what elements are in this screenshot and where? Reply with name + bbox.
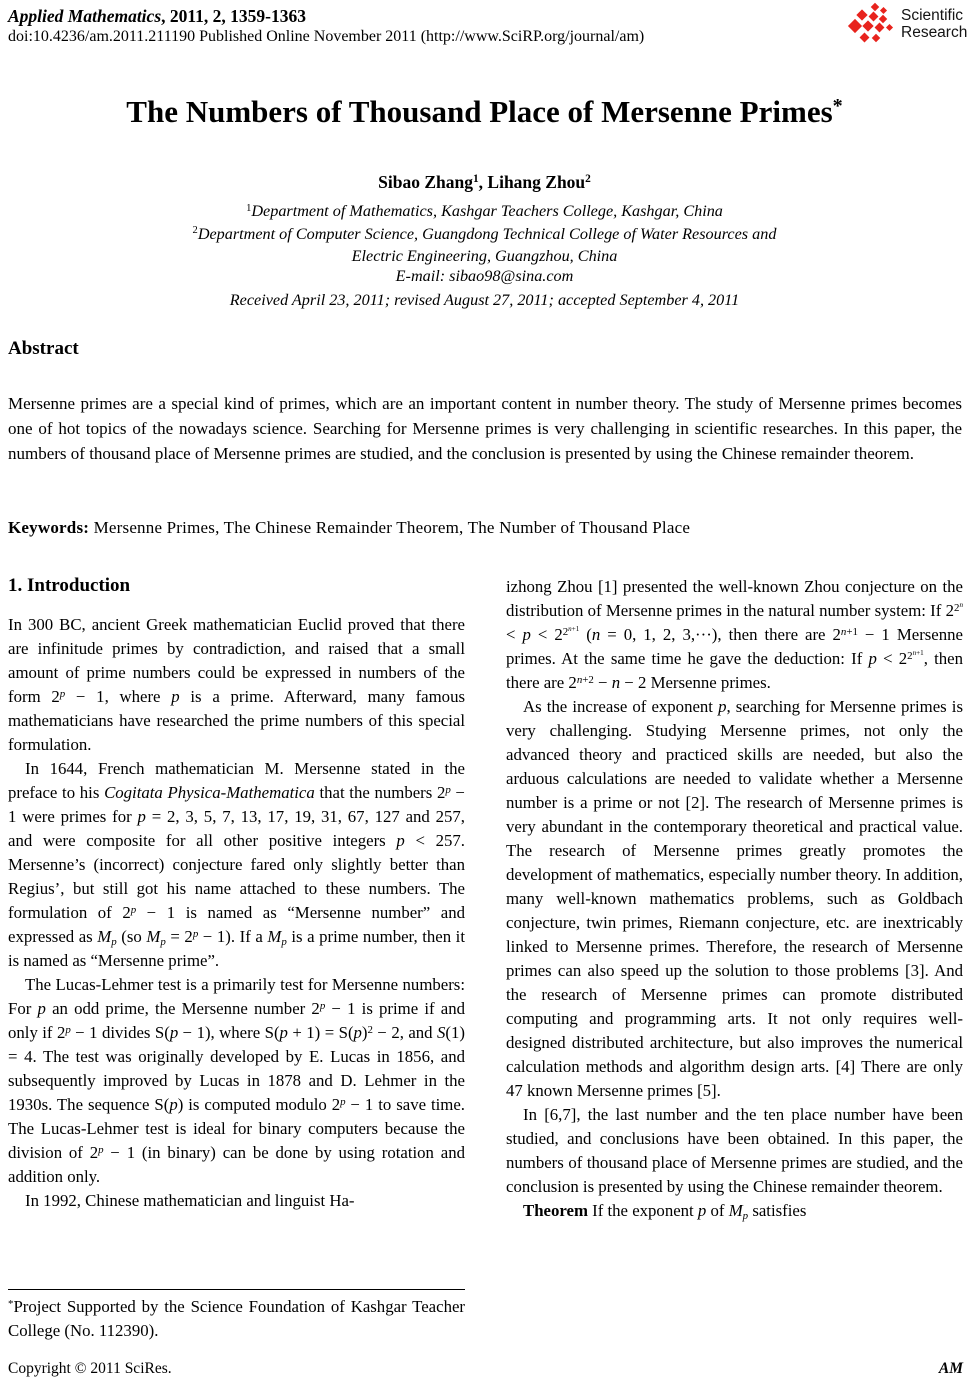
- diamond-icon: [848, 19, 862, 33]
- keywords-text: Mersenne Primes, The Chinese Remainder Theorem, The Number of Thousand Place: [89, 518, 691, 537]
- paragraph: In 1992, Chinese mathematician and linguist Ha-: [25, 1191, 355, 1210]
- footnote-block: [8, 1289, 465, 1343]
- diamond-icon: [872, 34, 880, 42]
- paragraph: As the increase of exponent p, searching for Mersenne primes is very challenging. Studying Mersenne primes, not only the advanced theory and practiced skills are needed, but also the arduous calculations are needed to validate whether a Mersenne number is a prime or not [2]. The research of Mersenne primes is very abundant in the contemporary theoretical and practical value. The research of Mersenne primes greatly promotes the development of mathematics, especially number theory. In addition, many well-known mathematics problems, such as Goldbach conjecture, twin primes, Riemann conjecture, etc. are inextricably linked to Mersenne primes. Therefore, the research of Mersenne primes can also speed up the solution to those problems [3]. And the research of Mersenne primes can promote distributed computing and programming arts. It not only requires well-designed distributed architecture, but also improves the numerical calculation methods and algorithm design arts. [4] There are only 47 known Mersenne primes [5].: [506, 697, 963, 1100]
- footnote-text: *Project Supported by the Science Foundation of Kashgar Teacher College (No. 112390).: [8, 1297, 465, 1340]
- diamond-icon: [879, 15, 887, 23]
- title-footnote-mark: *: [832, 94, 843, 117]
- footnote-rule: [8, 1289, 465, 1290]
- logo-word-1: Scientific: [901, 7, 964, 24]
- diamond-icon: [886, 24, 893, 31]
- paragraph: In [6,7], the last number and the ten place number have been studied, and conclusions have been obtained. In this paper, the numbers of thousand place of Mersenne primes are studied, and the conclusion is presented by using the Chinese remainder theorem.: [506, 1105, 963, 1196]
- affiliation-line-3: Electric Engineering, Guangzhou, China: [351, 247, 618, 265]
- diamond-icon: [860, 33, 870, 43]
- email-line: E-mail: sibao98@sina.com: [395, 267, 574, 285]
- diamond-icon: [875, 23, 885, 33]
- paragraph: In 300 BC, ancient Greek mathematician Euclid proved that there are infinitude primes by contradiction, and raised that a small amount of prime numbers could be expressed in numbers of the form $2^p - 1$, where p is a prime. Afterward, many famous mathematicians have researched the prime numbers of this special formulation.: [8, 615, 465, 754]
- copyright-text: Copyright © 2011 SciRes.: [8, 1360, 172, 1377]
- journal-issue-pages: , 2011, 2, 1359-1363: [161, 6, 306, 26]
- paragraph: izhong Zhou [1] presented the well-known Zhou conjecture on the distribution of Mersenne primes in the natural number system: If $2^{2^n} < p < 2^{2^{n+1}}$ (n = 0, 1, 2, 3,···), then there are $2^{n+1} - 1$ Mersenne primes. At the same time he gave the deduction: If $p < 2^{2^{n+1}}$, then there are $2^{n+2} - n - 2$ Mersenne primes.: [506, 577, 963, 692]
- journal-abbreviation: AM: [938, 1360, 963, 1377]
- abstract-heading: Abstract: [8, 338, 79, 359]
- affiliation-line-2: $^2$Department of Computer Science, Guangdong Technical College of Water Resources and: [192, 224, 777, 243]
- logo-word-2: Research: [901, 24, 968, 41]
- introduction-heading: 1. Introduction: [8, 575, 131, 596]
- keywords-line: [8, 518, 962, 538]
- doi-line: doi:10.4236/am.2011.211190 Published Online November 2011 (http://www.SciRP.org/journal/am): [8, 28, 645, 45]
- diamond-icon: [856, 9, 867, 20]
- authors-line: Sibao Zhang$^1$, Lihang Zhou$^2$: [378, 172, 591, 192]
- received-line: Received April 23, 2011; revised August 27, 2011; accepted September 4, 2011: [229, 291, 740, 309]
- logo-wordmark: [901, 3, 967, 45]
- paragraph: Theorem If the exponent p of $M_p$ satisfies: [523, 1201, 807, 1223]
- diamond-icon: [862, 20, 873, 31]
- diamond-icon: [871, 3, 879, 11]
- diamond-icon: [869, 12, 879, 22]
- diamond-icon: [880, 7, 887, 14]
- two-column-body: [8, 575, 963, 1340]
- left-column: [8, 575, 466, 1340]
- scientific-research-logo: [848, 3, 967, 45]
- paragraph: In 1644, French mathematician M. Mersenne stated in the preface to his Cogitata Physica-Mathematica that the numbers $2^p - 1$ were primes for p = 2, 3, 5, 7, 13, 17, 19, 31, 67, 127 and 257, and were composite for all other positive integers p < 257. Mersenne’s (incorrect) conjecture fared only slightly better than Regius’, but still got his name attached to these numbers. The formulation of $2^p - 1$ is named as “Mersenne number” and expressed as $M_p$ (so $M_p = 2^p - 1$). If a $M_p$ is a prime number, then it is named as “Mersenne prime”.: [8, 759, 465, 970]
- journal-citation-line: [8, 6, 306, 27]
- paragraph: The Lucas-Lehmer test is a primarily test for Mersenne numbers: For p an odd prime, the Mersenne number $2^p - 1$ is prime if and only if $2^p - 1$ divides S(p − 1), where $S(p + 1) = S(p)^2 - 2$, and S(1) = 4. The test was originally developed by E. Lucas in 1856, and subsequently improved by Lucas in 1878 and D. Lehmer in the 1930s. The sequence S(p) is computed modulo $2^p - 1$ to save time. The Lucas-Lehmer test is ideal for binary computers because the division of $2^p - 1$ (in binary) can be done by using rotation and addition only.: [8, 975, 466, 1186]
- right-column: [506, 575, 963, 1223]
- diamond-cluster-icon: [848, 3, 894, 45]
- page-footer: [8, 1360, 963, 1378]
- affiliation-line-1: $^1$Department of Mathematics, Kashgar Teachers College, Kashgar, China: [246, 202, 723, 220]
- keywords-label: Keywords:: [8, 518, 90, 537]
- abstract-body: Mersenne primes are a special kind of primes, which are an important content in number theory. The study of Mersenne primes becomes one of hot topics of the nowadays science. Searching for Mersenne primes is very challenging in scientific researches. In this paper, the numbers of thousand place of Mersenne primes are studied, and the conclusion is presented by using the Chinese remainder theorem.: [8, 394, 962, 463]
- page-title: The Numbers of Thousand Place of Mersenne Primes*: [126, 94, 843, 129]
- journal-name: Applied Mathematics: [8, 6, 162, 26]
- affiliations: [0, 200, 969, 268]
